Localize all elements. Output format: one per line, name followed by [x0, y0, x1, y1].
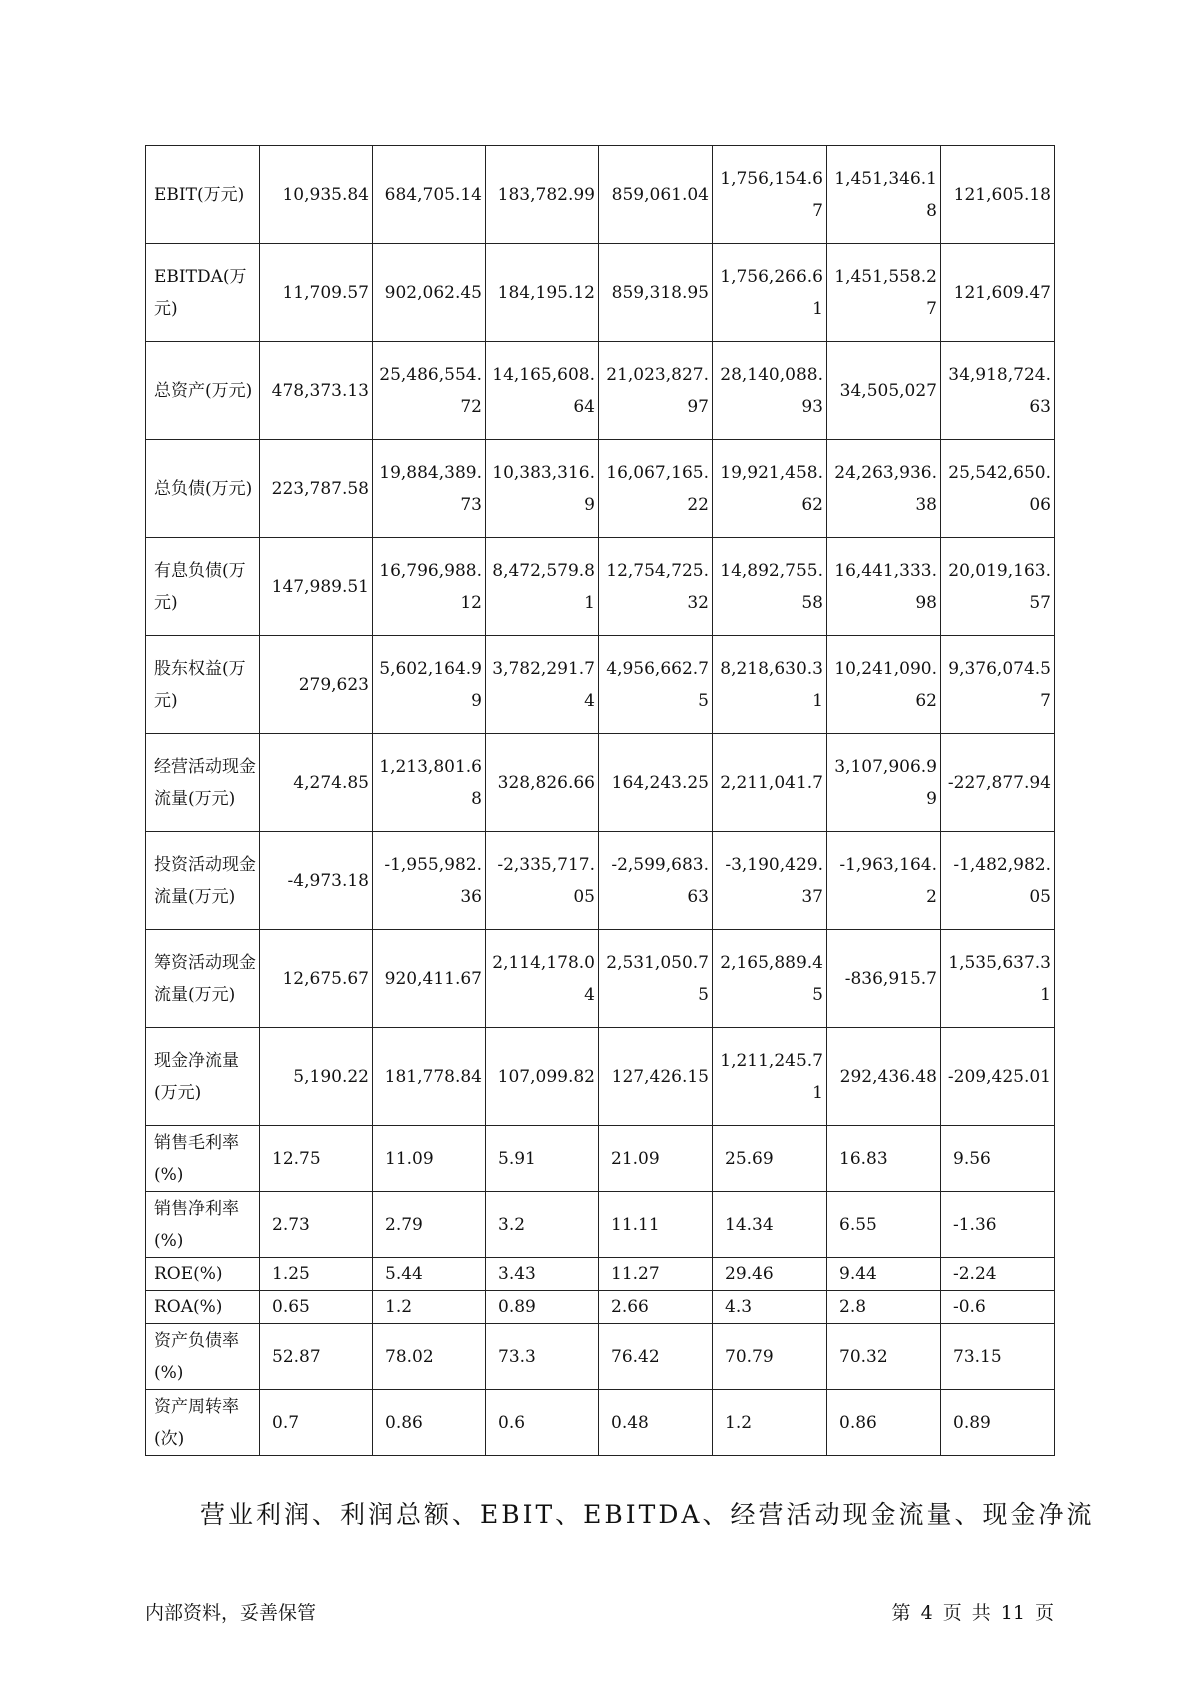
table-cell: -1.36	[941, 1192, 1055, 1258]
table-row	[146, 1390, 1055, 1456]
row-label: ROE(%)	[146, 1258, 260, 1291]
table-cell: 24,263,936.38	[827, 440, 941, 538]
table-cell: 4.3	[713, 1291, 827, 1324]
table-cell: 20,019,163.57	[941, 538, 1055, 636]
row-label: 经营活动现金流量(万元)	[146, 734, 260, 832]
table-cell: 3.2	[486, 1192, 599, 1258]
table-cell: 5.91	[486, 1126, 599, 1192]
row-label: EBITDA(万元)	[146, 244, 260, 342]
table-cell: 0.89	[486, 1291, 599, 1324]
table-row	[146, 1324, 1055, 1390]
table-cell: 25,486,554.72	[373, 342, 486, 440]
table-cell: -4,973.18	[260, 832, 373, 930]
table-cell: 4,274.85	[260, 734, 373, 832]
table-cell: 25,542,650.06	[941, 440, 1055, 538]
table-cell: 147,989.51	[260, 538, 373, 636]
table-cell: 5,602,164.99	[373, 636, 486, 734]
table-cell: 19,921,458.62	[713, 440, 827, 538]
table-row	[146, 734, 1055, 832]
table-cell: 6.55	[827, 1192, 941, 1258]
row-label: 总资产(万元)	[146, 342, 260, 440]
table-cell: 2,531,050.75	[599, 930, 713, 1028]
row-label: 股东权益(万元)	[146, 636, 260, 734]
table-cell: 181,778.84	[373, 1028, 486, 1126]
table-cell: 920,411.67	[373, 930, 486, 1028]
table-cell: 16.83	[827, 1126, 941, 1192]
table-cell: 16,067,165.22	[599, 440, 713, 538]
table-cell: 0.65	[260, 1291, 373, 1324]
table-cell: 902,062.45	[373, 244, 486, 342]
footer-confidential-note: 内部资料，妥善保管	[145, 1602, 317, 1624]
table-row	[146, 146, 1055, 244]
table-cell: 859,061.04	[599, 146, 713, 244]
table-cell: 0.86	[827, 1390, 941, 1456]
table-row	[146, 832, 1055, 930]
table-cell: 34,505,027	[827, 342, 941, 440]
table-cell: -3,190,429.37	[713, 832, 827, 930]
table-row	[146, 440, 1055, 538]
body-paragraph: 营业利润、利润总额、EBIT、EBITDA、经营活动现金流量、现金净流	[200, 1500, 1095, 1529]
table-cell: 2.8	[827, 1291, 941, 1324]
table-cell: 0.6	[486, 1390, 599, 1456]
table-cell: 328,826.66	[486, 734, 599, 832]
table-cell: 0.86	[373, 1390, 486, 1456]
table-cell: 29.46	[713, 1258, 827, 1291]
table-cell: -1,955,982.36	[373, 832, 486, 930]
table-cell: 0.48	[599, 1390, 713, 1456]
table-row	[146, 342, 1055, 440]
table-cell: 14,892,755.58	[713, 538, 827, 636]
table-cell: 127,426.15	[599, 1028, 713, 1126]
row-label: 总负债(万元)	[146, 440, 260, 538]
table-body	[146, 146, 1055, 1456]
row-label: ROA(%)	[146, 1291, 260, 1324]
table-cell: 12.75	[260, 1126, 373, 1192]
table-cell: -0.6	[941, 1291, 1055, 1324]
table-cell: 16,441,333.98	[827, 538, 941, 636]
table-row	[146, 930, 1055, 1028]
table-cell: 1,211,245.71	[713, 1028, 827, 1126]
table-cell: 52.87	[260, 1324, 373, 1390]
table-cell: 5,190.22	[260, 1028, 373, 1126]
table-cell: -1,482,982.05	[941, 832, 1055, 930]
table-cell: -2.24	[941, 1258, 1055, 1291]
table-row	[146, 1192, 1055, 1258]
table-cell: 292,436.48	[827, 1028, 941, 1126]
table-cell: 1,213,801.68	[373, 734, 486, 832]
table-cell: 11.09	[373, 1126, 486, 1192]
table-cell: 0.7	[260, 1390, 373, 1456]
table-cell: 478,373.13	[260, 342, 373, 440]
table-cell: 21,023,827.97	[599, 342, 713, 440]
row-label: 有息负债(万元)	[146, 538, 260, 636]
table-cell: 2,211,041.7	[713, 734, 827, 832]
table-cell: 12,675.67	[260, 930, 373, 1028]
table-cell: 121,605.18	[941, 146, 1055, 244]
row-label: 资产负债率(%)	[146, 1324, 260, 1390]
table-cell: 9.44	[827, 1258, 941, 1291]
footer-page-number: 第 4 页 共 11 页	[891, 1602, 1054, 1624]
table-cell: 3.43	[486, 1258, 599, 1291]
table-cell: 12,754,725.32	[599, 538, 713, 636]
table-cell: 21.09	[599, 1126, 713, 1192]
table-cell: -1,963,164.2	[827, 832, 941, 930]
table-cell: 4,956,662.75	[599, 636, 713, 734]
table-cell: 1,756,154.67	[713, 146, 827, 244]
table-cell: 70.79	[713, 1324, 827, 1390]
table-cell: 164,243.25	[599, 734, 713, 832]
table-cell: 73.3	[486, 1324, 599, 1390]
table-cell: 1,756,266.61	[713, 244, 827, 342]
table-cell: 3,107,906.99	[827, 734, 941, 832]
table-cell: 9.56	[941, 1126, 1055, 1192]
table-cell: 183,782.99	[486, 146, 599, 244]
row-label: 资产周转率(次)	[146, 1390, 260, 1456]
table-row	[146, 1126, 1055, 1192]
table-cell: 684,705.14	[373, 146, 486, 244]
table-cell: 859,318.95	[599, 244, 713, 342]
table-row	[146, 1028, 1055, 1126]
table-cell: 10,383,316.9	[486, 440, 599, 538]
table-cell: 25.69	[713, 1126, 827, 1192]
table-cell: 3,782,291.74	[486, 636, 599, 734]
table-cell: 11.11	[599, 1192, 713, 1258]
table-cell: 1.2	[713, 1390, 827, 1456]
table-cell: 1.25	[260, 1258, 373, 1291]
table-cell: 73.15	[941, 1324, 1055, 1390]
table-row	[146, 636, 1055, 734]
table-row	[146, 1291, 1055, 1324]
row-label: 销售净利率(%)	[146, 1192, 260, 1258]
table-cell: 28,140,088.93	[713, 342, 827, 440]
table-cell: -2,599,683.63	[599, 832, 713, 930]
table-cell: 9,376,074.57	[941, 636, 1055, 734]
table-cell: 8,218,630.31	[713, 636, 827, 734]
table-cell: 70.32	[827, 1324, 941, 1390]
table-cell: 1,451,558.27	[827, 244, 941, 342]
table-cell: 34,918,724.63	[941, 342, 1055, 440]
row-label: EBIT(万元)	[146, 146, 260, 244]
table-cell: 14,165,608.64	[486, 342, 599, 440]
row-label: 筹资活动现金流量(万元)	[146, 930, 260, 1028]
table-cell: 184,195.12	[486, 244, 599, 342]
table-cell: 2,165,889.45	[713, 930, 827, 1028]
table-cell: 2.79	[373, 1192, 486, 1258]
table-cell: 223,787.58	[260, 440, 373, 538]
table-cell: 5.44	[373, 1258, 486, 1291]
table-cell: 121,609.47	[941, 244, 1055, 342]
table-cell: 11.27	[599, 1258, 713, 1291]
table-row	[146, 538, 1055, 636]
table-cell: 78.02	[373, 1324, 486, 1390]
table-cell: 8,472,579.81	[486, 538, 599, 636]
table-cell: 0.89	[941, 1390, 1055, 1456]
table-cell: 2.66	[599, 1291, 713, 1324]
row-label: 现金净流量(万元)	[146, 1028, 260, 1126]
table-cell: 11,709.57	[260, 244, 373, 342]
table-cell: 107,099.82	[486, 1028, 599, 1126]
table-cell: 1,451,346.18	[827, 146, 941, 244]
table-cell: 10,935.84	[260, 146, 373, 244]
table-cell: 2,114,178.04	[486, 930, 599, 1028]
table-cell: -2,335,717.05	[486, 832, 599, 930]
row-label: 投资活动现金流量(万元)	[146, 832, 260, 930]
table-cell: -227,877.94	[941, 734, 1055, 832]
table-cell: 14.34	[713, 1192, 827, 1258]
table-row	[146, 244, 1055, 342]
table-cell: 16,796,988.12	[373, 538, 486, 636]
table-cell: 1.2	[373, 1291, 486, 1324]
table-cell: -836,915.7	[827, 930, 941, 1028]
table-cell: 2.73	[260, 1192, 373, 1258]
table-cell: 1,535,637.31	[941, 930, 1055, 1028]
table-row	[146, 1258, 1055, 1291]
table-cell: -209,425.01	[941, 1028, 1055, 1126]
table-cell: 10,241,090.62	[827, 636, 941, 734]
table-cell: 279,623	[260, 636, 373, 734]
financial-metrics-table	[145, 145, 1055, 1456]
row-label: 销售毛利率(%)	[146, 1126, 260, 1192]
table-cell: 76.42	[599, 1324, 713, 1390]
table-cell: 19,884,389.73	[373, 440, 486, 538]
